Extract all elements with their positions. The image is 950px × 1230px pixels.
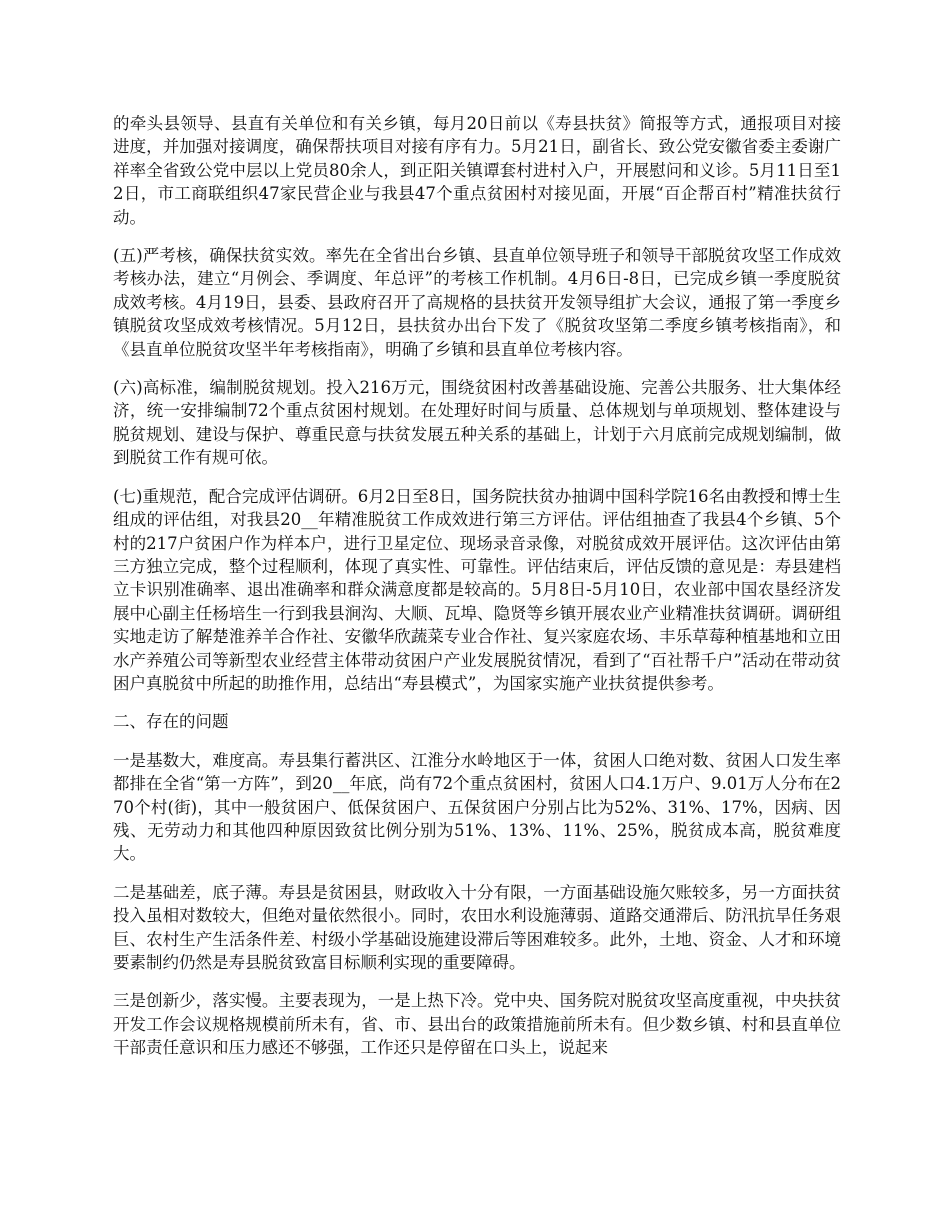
paragraph-slow-implementation: 三是创新少，落实慢。主要表现为，一是上热下冷。党中央、国务院对脱贫攻坚高度重视，中央扶贫开发工作会议规格规模前所未有，省、市、县出台的政策措施前所未有。但少数乡镇、村和县直单位干部责任意识和压力感还不够强，工作还只是停留在口头上，说起来: [113, 991, 841, 1058]
paragraph-weak-foundation: 二是基础差，底子薄。寿县是贫困县，财政收入十分有限，一方面基础设施欠账较多，另一方面扶贫投入虽相对数较大，但绝对量依然很小。同时，农田水利设施薄弱、道路交通滞后、防汛抗旱任务艰巨、农村生产生活条件差、村级小学基础设施建设滞后等困难较多。此外，土地、资金、人才和环境要素制约仍然是寿县脱贫致富目标顺利实现的重要障碍。: [113, 882, 841, 972]
paragraph-large-base: 一是基数大，难度高。寿县集行蓄洪区、江淮分水岭地区于一体，贫困人口绝对数、贫困人口发生率都排在全省“第一方阵”，到20__年底，尚有72个重点贫困村，贫困人口4.1万户、9.01万人分布在270个村(街)，其中一般贫困户、低保贫困户、五保贫困户分别占比为52%、31%、17%，因病、因残、无劳动力和其他四种原因致贫比例分别为51%、13%、11%、25%，脱贫成本高，脱贫难度大。: [113, 750, 841, 864]
paragraph-strict-assessment: (五)严考核，确保扶贫实效。率先在全省出台乡镇、县直单位领导班子和领导干部脱贫攻坚工作成效考核办法，建立“月例会、季调度、年总评”的考核工作机制。4月6日-8日，已完成乡镇一季度脱贫成效考核。4月19日，县委、县政府召开了高规格的县扶贫开发领导组扩大会议，通报了第一季度乡镇脱贫攻坚成效考核情况。5月12日，县扶贫办出台下发了《脱贫攻坚第二季度乡镇考核指南》，和《县直单位脱贫攻坚半年考核指南》，明确了乡镇和县直单位考核内容。: [113, 246, 841, 359]
paragraph-evaluation-research: (七)重规范，配合完成评估调研。6月2日至8日，国务院扶贫办抽调中国科学院16名由教授和博士生组成的评估组，对我县20__年精准脱贫工作成效进行第三方评估。评估组抽查了我县4个乡镇、5个村的217户贫困户作为样本户，进行卫星定位、现场录音录像，对脱贫成效开展评估。这次评估由第三方独立完成，整个过程顺利，体现了真实性、可靠性。评估结束后，评估反馈的意见是：寿县建档立卡识别准确率、退出准确率和群众满意度都是较高的。5月8日-5月10日，农业部中国农垦经济发展中心副主任杨培生一行到我县涧沟、大顺、瓦埠、隐贤等乡镇开展农业产业精准扶贫调研。调研组实地走访了解楚淮养羊合作社、安徽华欣蔬菜专业合作社、复兴家庭农场、丰乐草莓种植基地和立田水产养殖公司等新型农业经营主体带动贫困户产业发展脱贫情况，看到了“百社帮千户”活动在带动贫困户真脱贫中所起的助推作用，总结出“寿县模式”，为国家实施产业扶贫提供参考。: [113, 486, 841, 693]
document-body: [113, 112, 841, 1075]
paragraph-poverty-planning: (六)高标准，编制脱贫规划。投入216万元，围绕贫困村改善基础设施、完善公共服务、壮大集体经济，统一安排编制72个重点贫困村规划。在处理好时间与质量、总体规划与单项规划、整体建设与脱贫规划、建设与保护、尊重民意与扶贫发展五种关系的基础上，计划于六月底前完成规划编制，做到脱贫工作有规可依。: [113, 378, 841, 468]
paragraph-project-docking: 的牵头县领导、县直有关单位和有关乡镇，每月20日前以《寿县扶贫》简报等方式，通报项目对接进度，并加强对接调度，确保帮扶项目对接有序有力。5月21日，副省长、致公党安徽省委主委谢广祥率全省致公党中层以上党员80余人，到正阳关镇谭套村进村入户，开展慰问和义诊。5月11日至12日，市工商联组织47家民营企业与我县47个重点贫困村对接见面，开展“百企帮百村”精准扶贫行动。: [113, 114, 841, 227]
section-heading-problems: 二、存在的问题: [113, 712, 229, 732]
